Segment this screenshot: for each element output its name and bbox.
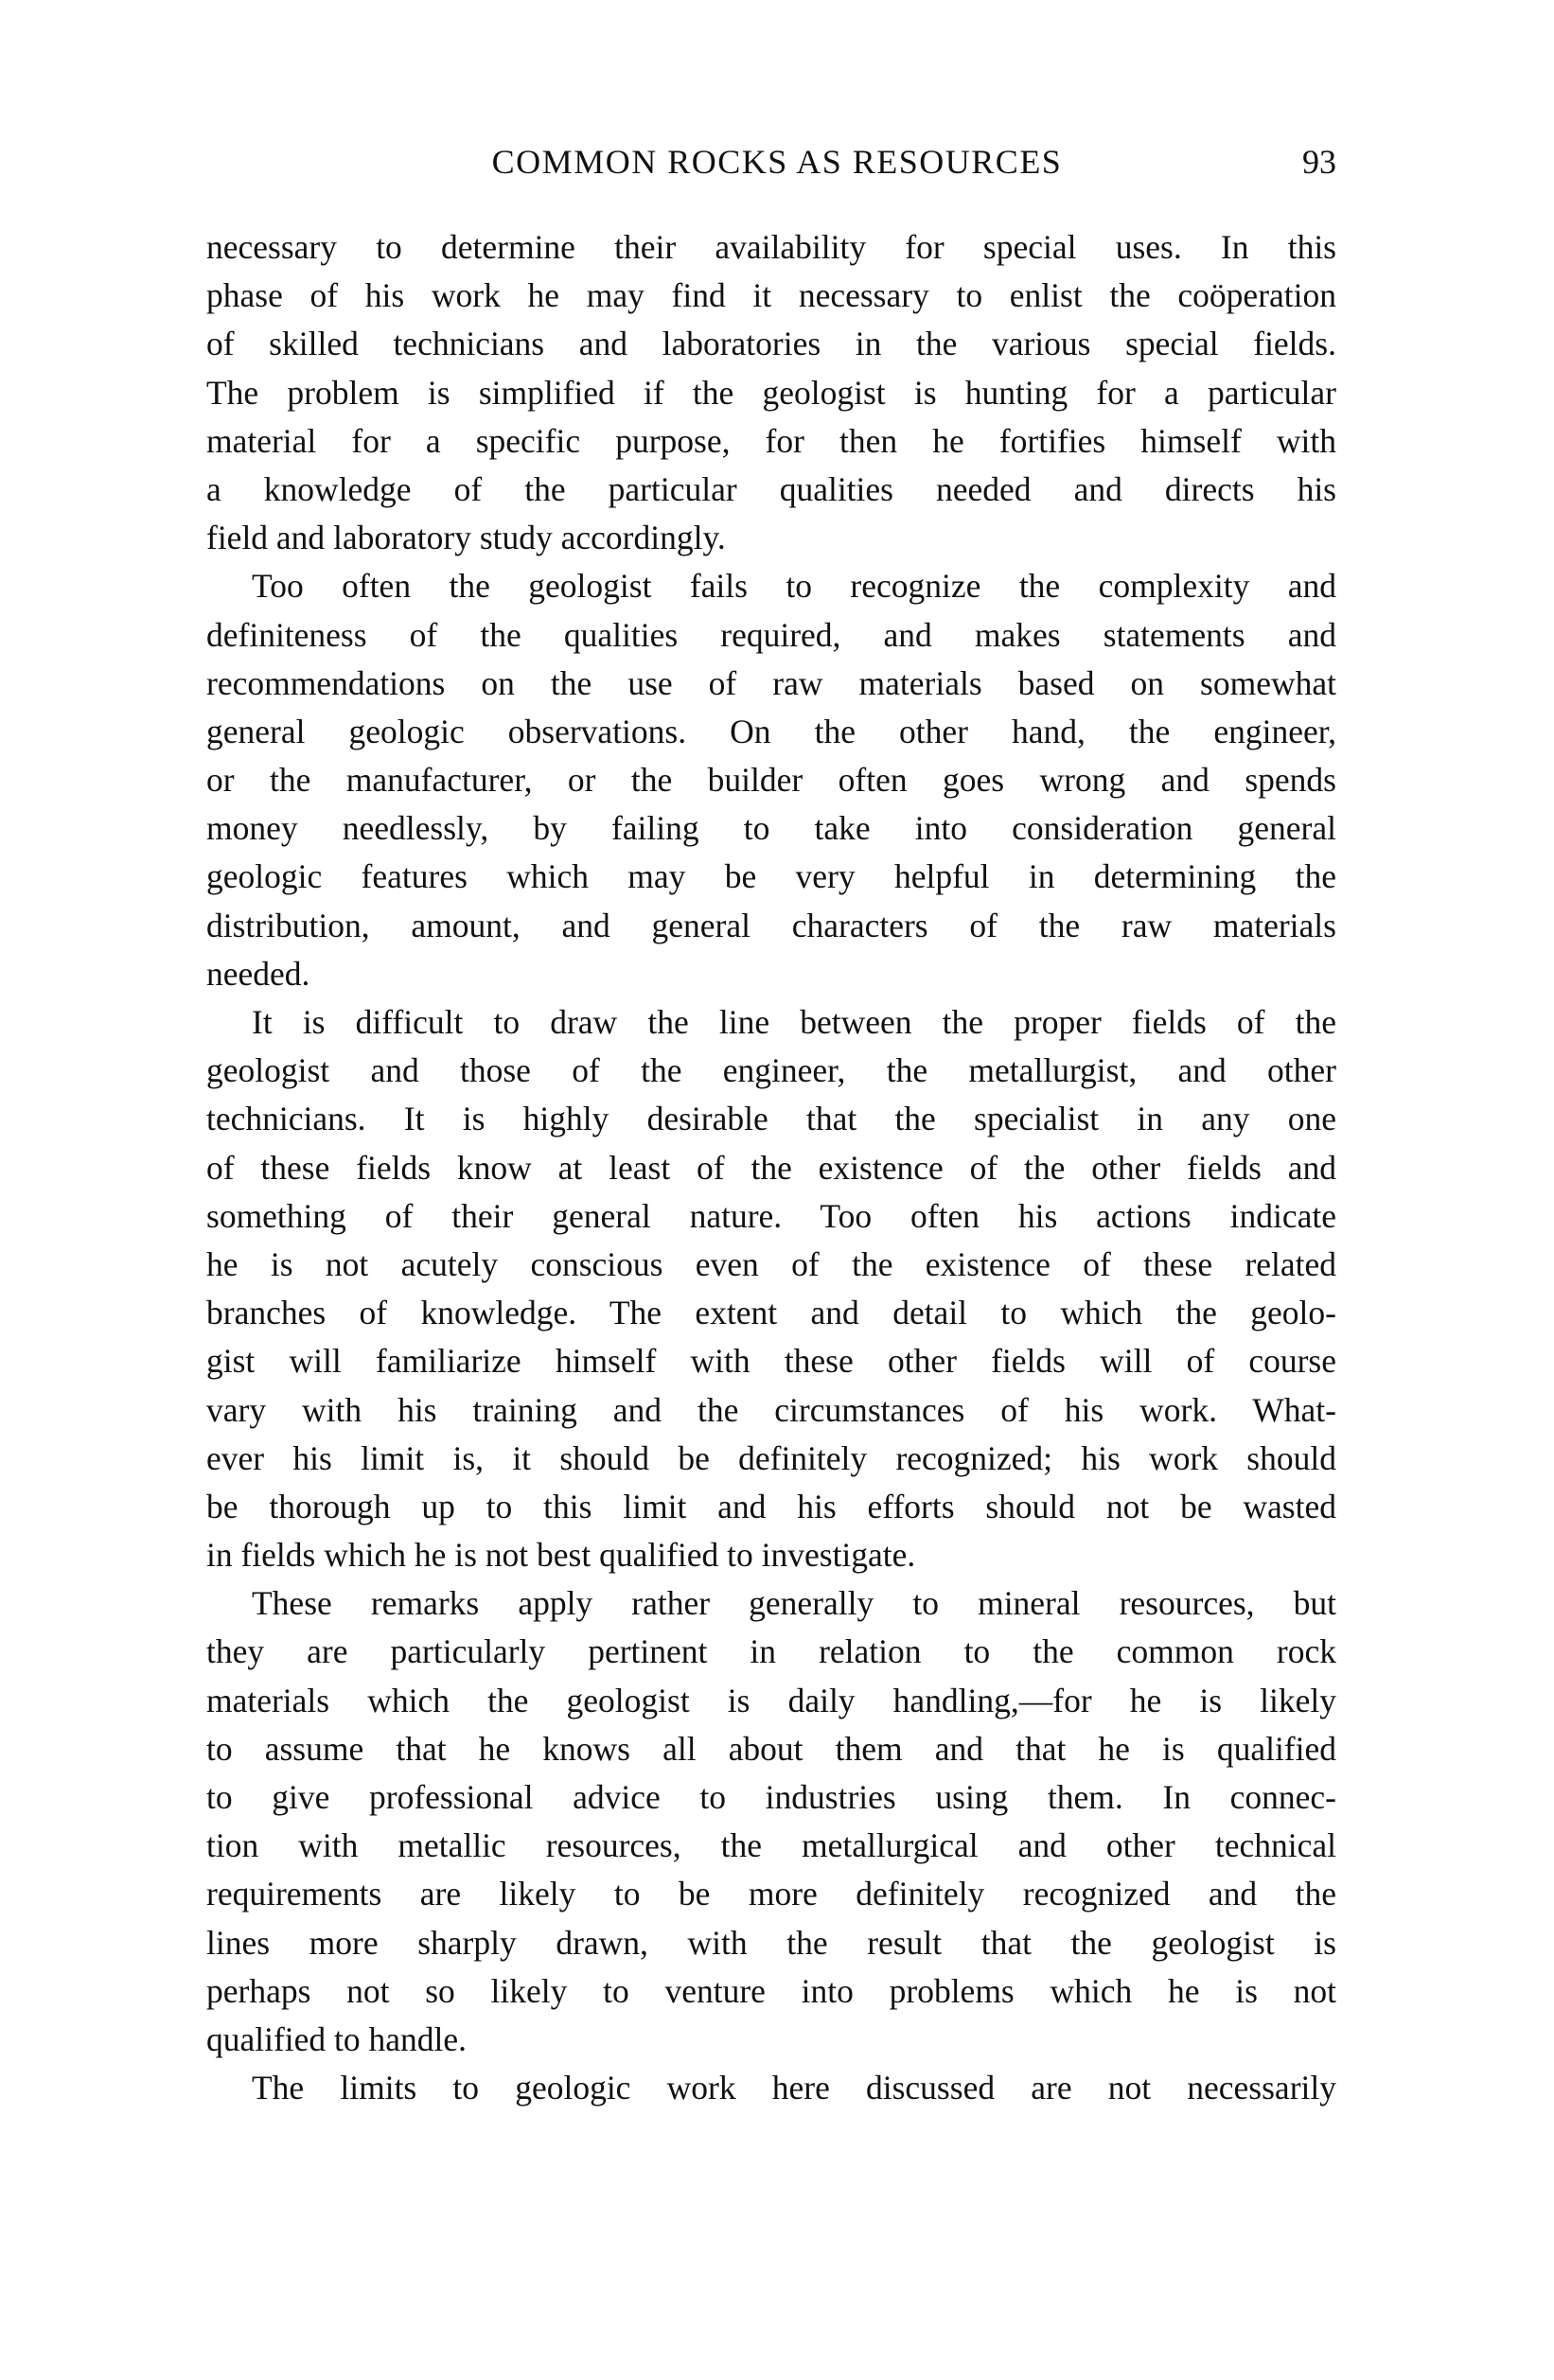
text-line: general geologic observations. On the other hand, the engineer, [206, 712, 1336, 750]
text-line: Too often the geologist fails to recognize the complexity and [252, 567, 1336, 606]
text-line: of these fields know at least of the existence of the other fields and [206, 1148, 1336, 1187]
text-line: of skilled technicians and laboratories in the various special fields. [206, 325, 1336, 363]
text-line: geologist and those of the engineer, the metallurgist, and other [206, 1051, 1336, 1090]
running-title: COMMON ROCKS AS RESOURCES [491, 143, 1063, 181]
paragraph [206, 223, 1336, 562]
paragraph [206, 998, 1336, 1579]
text-line: geologic features which may be very helpful in determining the [206, 857, 1336, 896]
text-line: The limits to geologic work here discussed are not necessarily [252, 2069, 1336, 2107]
text-line: requirements are likely to be more definitely recognized and the [206, 1875, 1336, 1913]
text-line: to give professional advice to industries using them. In connec- [206, 1778, 1336, 1816]
text-line: qualified to handle. [206, 2019, 468, 2058]
text-line: branches of knowledge. The extent and detail to which the geolo- [206, 1294, 1336, 1332]
body-text [206, 223, 1336, 2112]
text-line: tion with metallic resources, the metallurgical and other technical [206, 1826, 1336, 1865]
text-line: field and laboratory study accordingly. [206, 519, 726, 557]
text-line: lines more sharply drawn, with the result that the geologist is [206, 1923, 1336, 1962]
text-line: definiteness of the qualities required, and makes statements and [206, 615, 1336, 654]
paragraph [206, 2064, 1336, 2112]
text-line: he is not acutely conscious even of the existence of these related [206, 1244, 1336, 1283]
text-line: The problem is simplified if the geologist is hunting for a particular [206, 373, 1336, 412]
text-line: be thorough up to this limit and his efforts should not be wasted [206, 1487, 1336, 1525]
text-line: material for a specific purpose, for then he fortifies himself with [206, 421, 1336, 460]
text-line: something of their general nature. Too often his actions indicate [206, 1196, 1336, 1235]
text-line: needed. [206, 954, 310, 993]
text-line: or the manufacturer, or the builder often goes wrong and spends [206, 761, 1336, 800]
text-line: distribution, amount, and general characters of the raw materials [206, 906, 1336, 944]
running-head [206, 138, 1336, 185]
text-line: recommendations on the use of raw materials based on somewhat [206, 663, 1336, 702]
text-line: These remarks apply rather generally to mineral resources, but [252, 1584, 1336, 1623]
text-line: perhaps not so likely to venture into problems which he is not [206, 1971, 1336, 2010]
text-line: money needlessly, by failing to take into consideration general [206, 809, 1336, 848]
text-line: necessary to determine their availability for special uses. In this [206, 228, 1336, 266]
paragraph [206, 1579, 1336, 2064]
text-line: technicians. It is highly desirable that the specialist in any one [206, 1100, 1336, 1138]
text-line: It is difficult to draw the line between the proper fields of the [252, 1003, 1336, 1041]
paragraph [206, 562, 1336, 998]
text-line: phase of his work he may find it necessary to enlist the coöperation [206, 276, 1336, 315]
text-line: they are particularly pertinent in relation to the common rock [206, 1632, 1336, 1671]
page-number: 93 [1302, 143, 1336, 181]
text-line: in fields which he is not best qualified to investigate. [206, 1536, 916, 1575]
text-line: vary with his training and the circumstances of his work. What- [206, 1390, 1336, 1429]
text-line: to assume that he knows all about them and that he is qualified [206, 1729, 1336, 1768]
text-line: ever his limit is, it should be definitely recognized; his work should [206, 1438, 1336, 1477]
text-line: a knowledge of the particular qualities needed and directs his [206, 469, 1336, 508]
text-line: gist will familiarize himself with these other fields will of course [206, 1342, 1336, 1381]
text-line: materials which the geologist is daily handling,—for he is likely [206, 1681, 1336, 1719]
